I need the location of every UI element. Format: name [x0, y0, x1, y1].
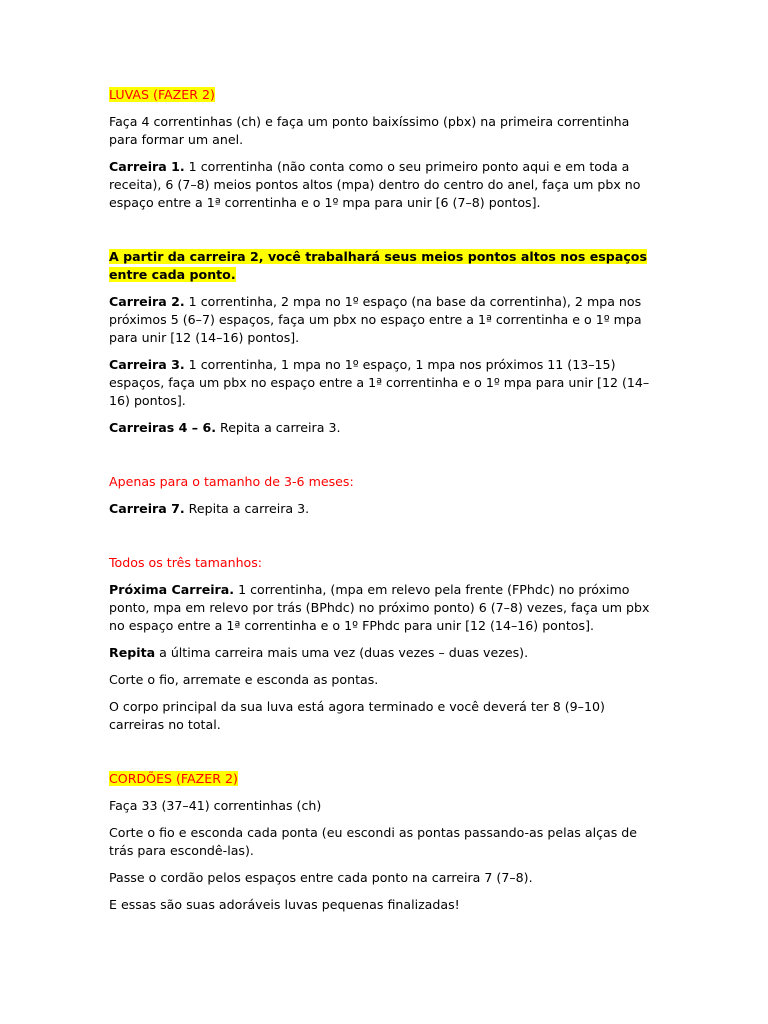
all-sizes-text: Todos os três tamanhos: — [109, 555, 263, 570]
row3-text: 1 correntinha, 1 mpa no 1º espaço, 1 mpa nos próximos 11 (13–15) espaços, faça um pbx no espaço entre a 1ª correntinha e o 1º mpa para unir [12 (14–16) pontos]. — [109, 357, 650, 408]
finish-text: O corpo principal da sua luva está agora terminado e você deverá ter 8 (9–10) carreiras no total. — [109, 699, 605, 732]
next-row-label: Próxima Carreira. — [109, 582, 235, 597]
next-row-paragraph — [109, 581, 661, 635]
cordoes-p3-text: Passe o cordão pelos espaços entre cada ponto na carreira 7 (7–8). — [109, 870, 533, 885]
luvas-heading-text: LUVAS (FAZER 2) — [109, 87, 215, 102]
all-sizes-note — [109, 554, 661, 572]
repeat-label: Repita — [109, 645, 156, 660]
row1-label: Carreira 1. — [109, 159, 185, 174]
row1-text: 1 correntinha (não conta como o seu primeiro ponto aqui e em toda a receita), 6 (7–8) meios pontos altos (mpa) dentro do centro do anel, faça um pbx no espaço entre a 1ª correntinha e o 1º mpa para unir [6 (7–8) pontos]. — [109, 159, 641, 210]
highlight-note — [109, 248, 661, 284]
cordoes-p1 — [109, 797, 661, 815]
cordoes-p1-text: Faça 33 (37–41) correntinhas (ch) — [109, 798, 322, 813]
row3-paragraph — [109, 356, 661, 410]
row2-paragraph — [109, 293, 661, 347]
row7-label: Carreira 7. — [109, 501, 185, 516]
row2-text: 1 correntinha, 2 mpa no 1º espaço (na base da correntinha), 2 mpa nos próximos 5 (6–7) espaços, faça um pbx no espaço entre a 1ª correntinha e o 1º mpa para unir [12 (14–16) pontos]. — [109, 294, 642, 345]
cordoes-heading-text: CORDÕES (FAZER 2) — [109, 771, 238, 786]
repeat-text: a última carreira mais uma vez (duas vezes – duas vezes). — [155, 645, 529, 660]
cordoes-p2-text: Corte o fio e esconda cada ponta (eu escondi as pontas passando-as pelas alças de trás para escondê-las). — [109, 825, 638, 858]
row2-label: Carreira 2. — [109, 294, 185, 309]
cordoes-p3 — [109, 869, 661, 887]
next-row-text: 1 correntinha, (mpa em relevo pela frente (FPhdc) no próximo ponto, mpa em relevo por trás (BPhdc) no próximo ponto) 6 (7–8) vezes, faça um pbx no espaço entre a 1ª correntinha e o 1º FPhdc para unir [12 (14–16) pontos]. — [109, 582, 650, 633]
rows4-6-paragraph — [109, 419, 661, 437]
luvas-intro — [109, 113, 661, 149]
size-note-text: Apenas para o tamanho de 3-6 meses: — [109, 474, 354, 489]
cordoes-p2 — [109, 824, 661, 860]
document-page — [109, 86, 661, 914]
cut-text: Corte o fio, arremate e esconda as pontas. — [109, 672, 379, 687]
cordoes-heading — [109, 770, 661, 788]
highlight-note-text: A partir da carreira 2, você trabalhará seus meios pontos altos nos espaços entre cada ponto. — [109, 249, 647, 282]
finish-paragraph — [109, 698, 661, 734]
row1-paragraph — [109, 158, 661, 212]
luvas-intro-text: Faça 4 correntinhas (ch) e faça um ponto baixíssimo (pbx) na primeira correntinha para formar um anel. — [109, 114, 630, 147]
repeat-paragraph — [109, 644, 661, 662]
luvas-heading — [109, 86, 661, 104]
cordoes-p4 — [109, 896, 661, 914]
size-note — [109, 473, 661, 491]
row3-label: Carreira 3. — [109, 357, 185, 372]
cut-paragraph — [109, 671, 661, 689]
row7-paragraph — [109, 500, 661, 518]
rows4-6-label: Carreiras 4 – 6. — [109, 420, 216, 435]
rows4-6-text: Repita a carreira 3. — [216, 420, 341, 435]
row7-text: Repita a carreira 3. — [184, 501, 310, 516]
cordoes-p4-text: E essas são suas adoráveis luvas pequenas finalizadas! — [109, 897, 460, 912]
